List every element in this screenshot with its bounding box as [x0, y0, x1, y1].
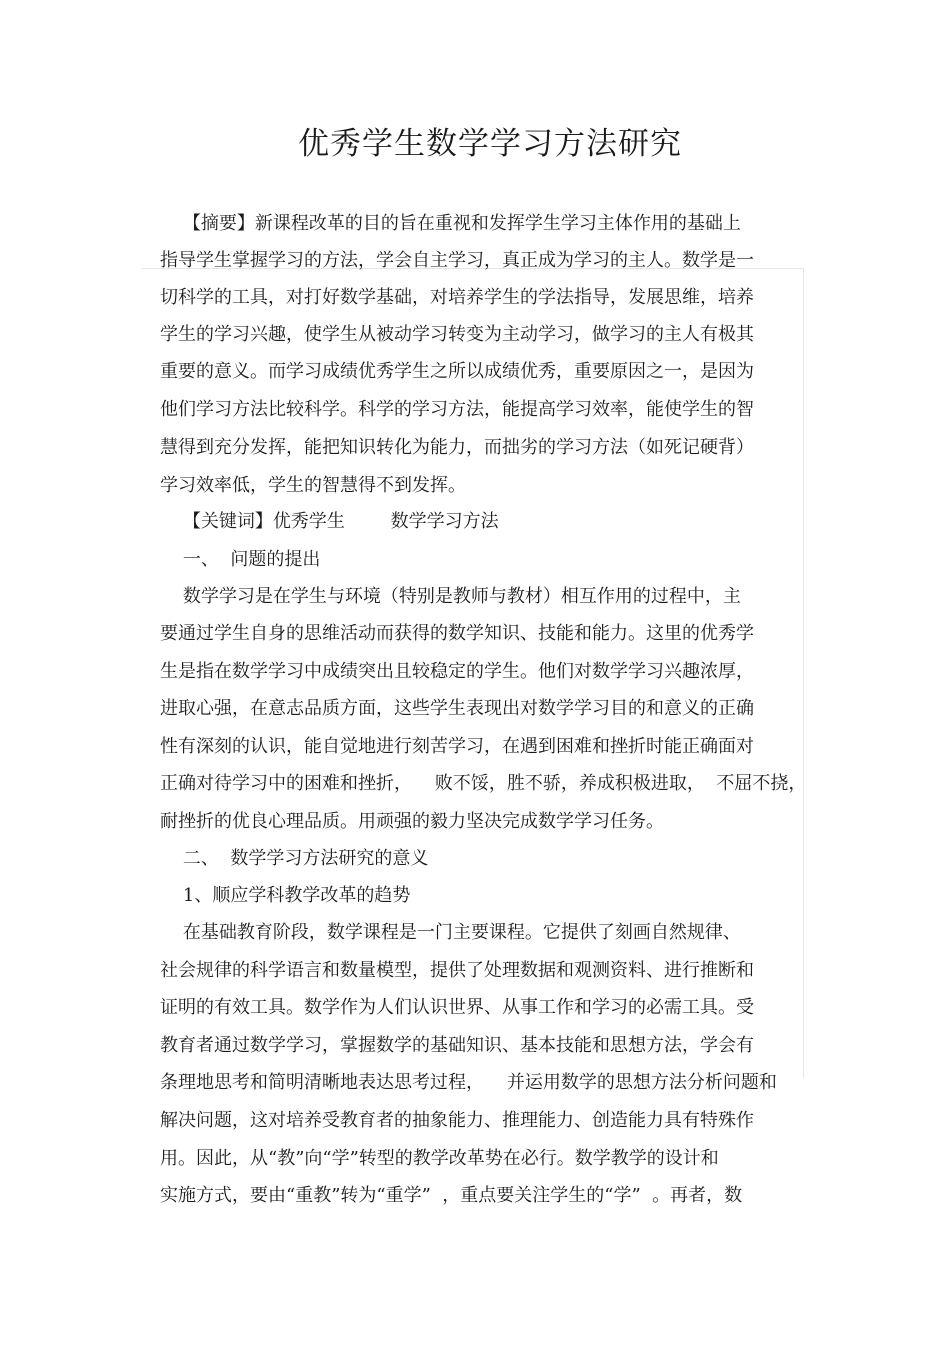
text-line: 耐挫折的优良心理品质。用顽强的毅力坚决完成数学学习任务。	[160, 811, 664, 832]
text-line: 【摘要】新课程改革的目的旨在重视和发挥学生学习主体作用的基础上	[160, 213, 741, 234]
text-line: 教育者通过数学学习，掌握数学的基础知识、基本技能和思想方法，学会有	[160, 1035, 754, 1056]
text-line: 生是指在数学学习中成绩突出且较稳定的学生。他们对数学学习兴趣浓厚，	[160, 661, 754, 682]
subsection-heading: 1、顺应学科教学改革的趋势	[160, 885, 411, 906]
text-line: 用。因此，从“教”向“学”转型的教学改革势在必行。数学教学的设计和	[160, 1148, 719, 1169]
text-line: 在基础教育阶段，数学课程是一门主要课程。它提供了刻画自然规律、	[160, 922, 741, 943]
section-heading: 一、 问题的提出	[160, 549, 321, 570]
frame-right-border	[803, 268, 804, 1078]
text-line: 进取心强，在意志品质方面，这些学生表现出对数学学习目的和意义的正确	[160, 698, 754, 719]
text-line: 指导学生掌握学习的方法，学会自主学习，真正成为学习的主人。数学是一	[160, 250, 754, 271]
keywords-line: 【关键词】优秀学生 数学学习方法	[160, 511, 499, 532]
text-line: 社会规律的科学语言和数量模型，提供了处理数据和观测资料、进行推断和	[160, 960, 754, 981]
text-line: 他们学习方法比较科学。科学的学习方法，能提高学习效率，能使学生的智	[160, 399, 754, 420]
text-line: 性有深刻的认识，能自觉地进行刻苦学习，在遇到困难和挫折时能正确面对	[160, 736, 754, 757]
text-line: 切科学的工具，对打好数学基础，对培养学生的学法指导，发展思维，培养	[160, 287, 754, 308]
text-line: 解决问题，这对培养受教育者的抽象能力、推理能力、创造能力具有特殊作	[160, 1110, 754, 1131]
text-line: 学习效率低，学生的智慧得不到发挥。	[160, 475, 466, 496]
text-line: 数学学习是在学生与环境（特别是教师与教材）相互作用的过程中，主	[160, 586, 741, 607]
text-line: 实施方式，要由“重教”转为“重学” ，重点要关注学生的“学” 。再者，数	[160, 1185, 743, 1206]
section-heading: 二、 数学学习方法研究的意义	[160, 848, 429, 869]
text-line: 学生的学习兴趣，使学生从被动学习转变为主动学习，做学习的主人有极其	[160, 324, 754, 345]
text-line: 条理地思考和简明清晰地表达思考过程， 并运用数学的思想方法分析问题和	[160, 1072, 777, 1093]
text-line: 重要的意义。而学习成绩优秀学生之所以成绩优秀，重要原因之一，是因为	[160, 361, 754, 382]
text-line: 慧得到充分发挥，能把知识转化为能力，而拙劣的学习方法（如死记硬背）	[160, 437, 754, 458]
document-title: 优秀学生数学学习方法研究	[298, 126, 682, 162]
text-line: 要通过学生自身的思维活动而获得的数学知识、技能和能力。这里的优秀学	[160, 623, 754, 644]
text-line: 证明的有效工具。数学作为人们认识世界、从事工作和学习的必需工具。受	[160, 997, 754, 1018]
text-line: 正确对待学习中的困难和挫折， 败不馁，胜不骄，养成积极进取， 不屈不挠，	[160, 773, 807, 794]
